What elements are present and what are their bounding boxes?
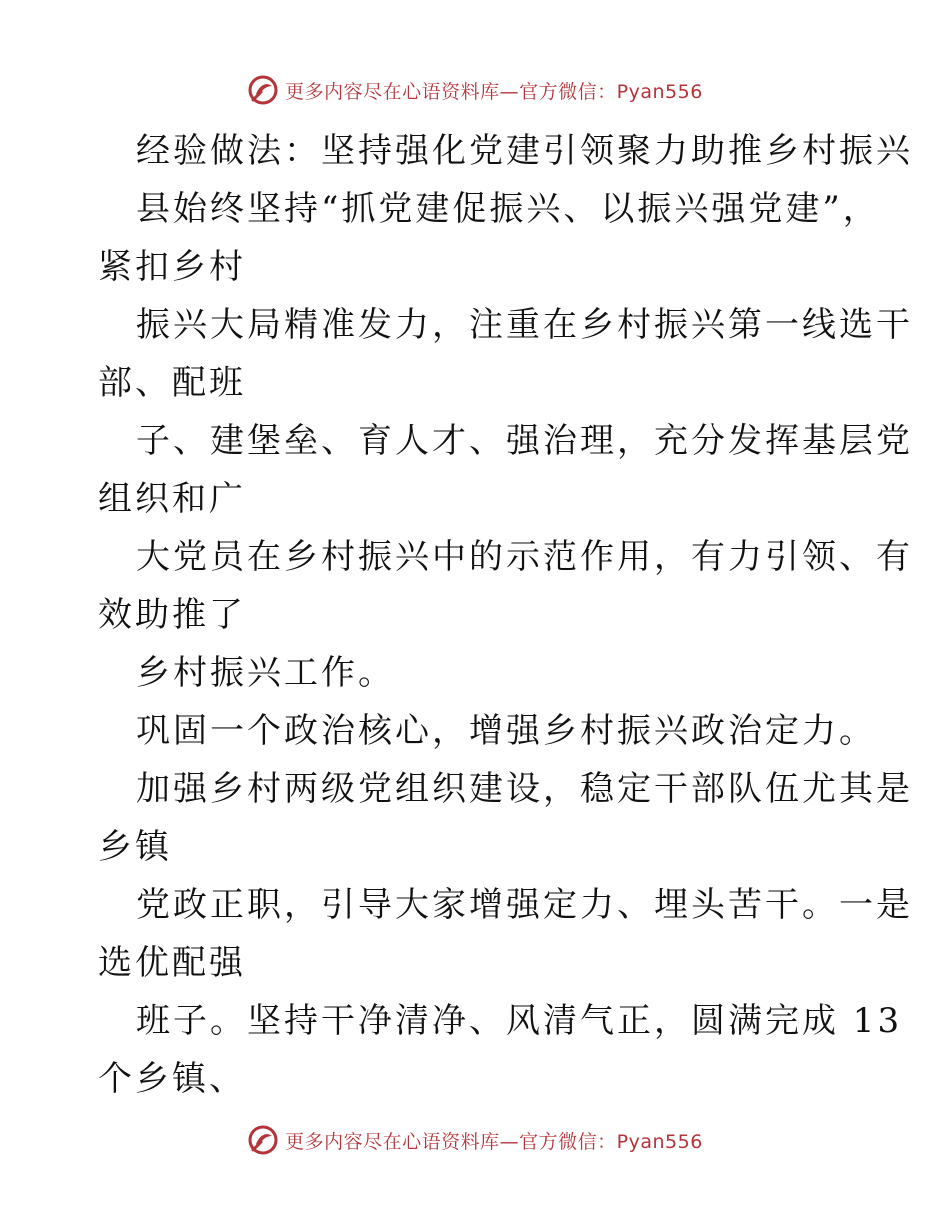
header-watermark-text: 更多内容尽在心语资料库—官方微信：Pyan556 <box>285 80 703 103</box>
footer-watermark <box>0 1120 950 1160</box>
text-line: 振兴大局精准发力，注重在乡村振兴第一线选干 <box>136 305 913 345</box>
header-watermark <box>0 70 950 110</box>
ribbon-logo-icon <box>247 74 279 106</box>
text-line: 大党员在乡村振兴中的示范作用，有力引领、有 <box>136 537 913 577</box>
text-line: 组织和广 <box>98 479 246 519</box>
text-line: 巩固一个政治核心，增强乡村振兴政治定力。 <box>136 711 876 751</box>
text-line: 紧扣乡村 <box>98 247 246 287</box>
text-line: 选优配强 <box>98 943 246 983</box>
ribbon-logo-icon <box>247 1124 279 1156</box>
text-line: 乡村振兴工作。 <box>136 653 395 693</box>
text-line: 个乡镇、 <box>98 1059 246 1099</box>
text-line: 县始终坚持“抓党建促振兴、以振兴强党建”， <box>136 189 880 229</box>
text-line: 效助推了 <box>98 595 246 635</box>
text-line: 党政正职，引导大家增强定力、埋头苦干。一是 <box>136 885 913 925</box>
text-line: 乡镇 <box>98 827 172 867</box>
text-line: 经验做法：坚持强化党建引领聚力助推乡村振兴 <box>136 131 913 171</box>
text-line: 加强乡村两级党组织建设，稳定干部队伍尤其是 <box>136 769 913 809</box>
footer-watermark-text: 更多内容尽在心语资料库—官方微信：Pyan556 <box>285 1130 703 1153</box>
document-body <box>98 122 913 1108</box>
text-line: 子、建堡垒、育人才、强治理，充分发挥基层党 <box>136 421 913 461</box>
text-line: 班子。坚持干净清净、风清气正，圆满完成 13 <box>136 1001 903 1041</box>
text-line: 部、配班 <box>98 363 246 403</box>
